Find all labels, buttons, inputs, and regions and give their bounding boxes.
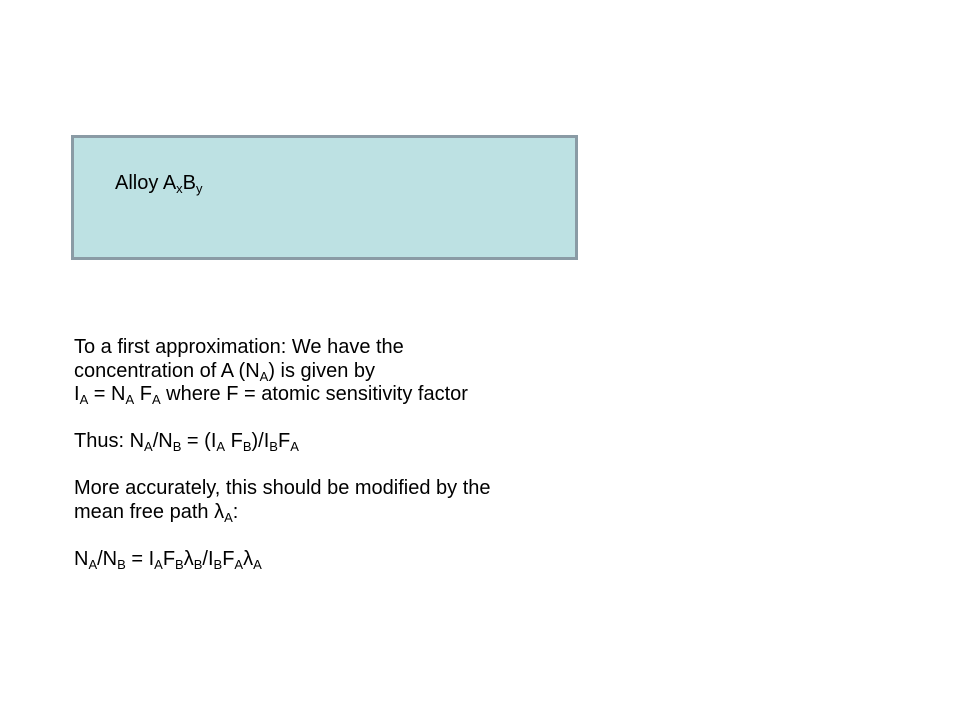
line-concentration xyxy=(74,360,634,384)
line6-pre: mean free path λ xyxy=(74,500,225,523)
line3-post: where F = atomic sensitivity factor xyxy=(160,383,468,405)
line5-text: More accurately, this should be modified by the xyxy=(74,477,491,499)
line7-s3: A xyxy=(154,556,163,572)
line4-s2: B xyxy=(172,439,182,454)
line7-t7: F xyxy=(222,547,235,570)
line3-sub1: A xyxy=(79,392,89,407)
line7-s6: B xyxy=(213,556,223,572)
line6-sub: A xyxy=(224,509,233,525)
explanation-text xyxy=(74,336,634,571)
alloy-label-y: y xyxy=(196,181,203,196)
line4-t1: /N xyxy=(152,430,173,452)
line7-s4: B xyxy=(175,556,184,572)
line4-t5: F xyxy=(277,430,291,452)
line7-t3: = I xyxy=(125,547,155,570)
line3-eq: = N xyxy=(88,383,126,405)
line7-s8: A xyxy=(253,556,262,572)
line-intensity-equation xyxy=(74,383,634,407)
line4-t2: = (I xyxy=(181,430,217,452)
line3-f: F xyxy=(134,383,152,405)
line-approximation xyxy=(74,336,634,360)
line4-t4: )/I xyxy=(251,430,270,452)
line7-t2: /N xyxy=(97,547,118,570)
line7-t4: F xyxy=(162,547,176,570)
alloy-label-x: x xyxy=(176,181,183,196)
line4-s4: B xyxy=(242,439,252,454)
line7-s7: A xyxy=(234,556,244,572)
line4-s6: A xyxy=(290,439,299,454)
line7-t1: N xyxy=(74,547,89,570)
alloy-label-a: A xyxy=(162,172,177,194)
line7-t8: λ xyxy=(243,547,254,570)
line3-i: I xyxy=(74,383,80,405)
line4-s1: A xyxy=(144,439,153,454)
line6-post: : xyxy=(232,500,239,523)
line4-pre: Thus: N xyxy=(74,430,145,452)
line2-pre: concentration of A (N xyxy=(74,359,260,382)
line1-text: To a first approximation: We have the xyxy=(74,336,404,358)
alloy-label-text: Alloy xyxy=(115,172,163,194)
line7-t6: /I xyxy=(202,547,214,570)
line4-s5: B xyxy=(269,439,278,454)
line4-t3: F xyxy=(225,430,243,452)
line2-sub: A xyxy=(259,368,269,384)
spacer xyxy=(74,524,634,548)
line4-s3: A xyxy=(216,439,226,454)
spacer xyxy=(74,454,634,478)
line-more-accurately xyxy=(74,477,634,501)
line7-s2: B xyxy=(117,556,126,572)
alloy-label-b: B xyxy=(182,172,196,194)
alloy-label xyxy=(115,172,203,195)
alloy-box xyxy=(71,135,578,260)
line-corrected-ratio-equation xyxy=(74,548,634,572)
line7-t5: λ xyxy=(183,547,194,570)
line3-sub3: A xyxy=(151,392,161,407)
spacer xyxy=(74,407,634,431)
line-mean-free-path xyxy=(74,501,634,525)
line7-s1: A xyxy=(88,556,98,572)
line7-s5: B xyxy=(193,556,203,572)
line-ratio-equation xyxy=(74,430,634,454)
line2-post: ) is given by xyxy=(268,359,376,382)
line3-sub2: A xyxy=(125,392,135,407)
